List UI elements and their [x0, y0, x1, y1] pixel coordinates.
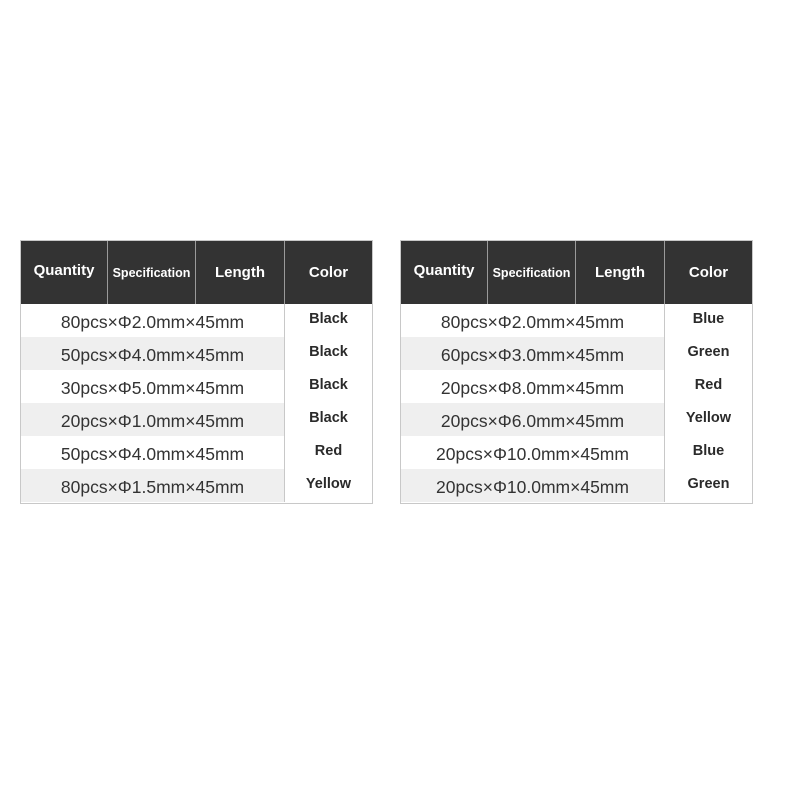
header-color: Color: [688, 264, 729, 281]
table-row: [21, 337, 372, 370]
table-row: [21, 403, 372, 436]
table-header-row: [21, 241, 372, 304]
header-specification: Specification: [488, 241, 576, 304]
color-cell: Black: [285, 403, 372, 436]
table-row: [401, 403, 752, 436]
spec-cell: 60pcs×Φ3.0mm×45mm: [401, 337, 665, 370]
spec-cell: 20pcs×Φ10.0mm×45mm: [401, 436, 665, 469]
spec-cell: 20pcs×Φ6.0mm×45mm: [401, 403, 665, 436]
header-quantity: Quantity: [21, 241, 108, 304]
color-cell: Blue: [665, 304, 752, 337]
color-cell: Black: [285, 337, 372, 370]
table-row: [401, 436, 752, 469]
header-quantity: Quantity: [401, 241, 488, 304]
spec-cell: 80pcs×Φ2.0mm×45mm: [21, 304, 285, 337]
spec-cell: 30pcs×Φ5.0mm×45mm: [21, 370, 285, 403]
table-row: [21, 304, 372, 337]
spec-table-left: [20, 240, 373, 504]
color-cell: Black: [285, 370, 372, 403]
spec-cell: 50pcs×Φ4.0mm×45mm: [21, 436, 285, 469]
spec-table-right: [400, 240, 753, 504]
table-body: [21, 304, 372, 502]
color-cell: Black: [285, 304, 372, 337]
spec-cell: 20pcs×Φ10.0mm×45mm: [401, 469, 665, 502]
header-specification: Specification: [108, 241, 196, 304]
header-color: Color: [308, 264, 349, 281]
spec-cell: 80pcs×Φ2.0mm×45mm: [401, 304, 665, 337]
spec-cell: 80pcs×Φ1.5mm×45mm: [21, 469, 285, 502]
color-cell: Red: [285, 436, 372, 469]
table-body: [401, 304, 752, 502]
header-length: Length: [196, 241, 285, 304]
spec-cell: 50pcs×Φ4.0mm×45mm: [21, 337, 285, 370]
color-cell: Green: [665, 469, 752, 502]
color-cell: Red: [665, 370, 752, 403]
table-row: [401, 304, 752, 337]
color-cell: Blue: [665, 436, 752, 469]
color-cell: Green: [665, 337, 752, 370]
header-length: Length: [576, 241, 665, 304]
table-row: [401, 469, 752, 502]
table-row: [21, 436, 372, 469]
table-row: [401, 370, 752, 403]
color-cell: Yellow: [285, 469, 372, 502]
table-row: [401, 337, 752, 370]
spec-cell: 20pcs×Φ1.0mm×45mm: [21, 403, 285, 436]
color-cell: Yellow: [665, 403, 752, 436]
spec-cell: 20pcs×Φ8.0mm×45mm: [401, 370, 665, 403]
table-row: [21, 370, 372, 403]
table-row: [21, 469, 372, 502]
table-header-row: [401, 241, 752, 304]
